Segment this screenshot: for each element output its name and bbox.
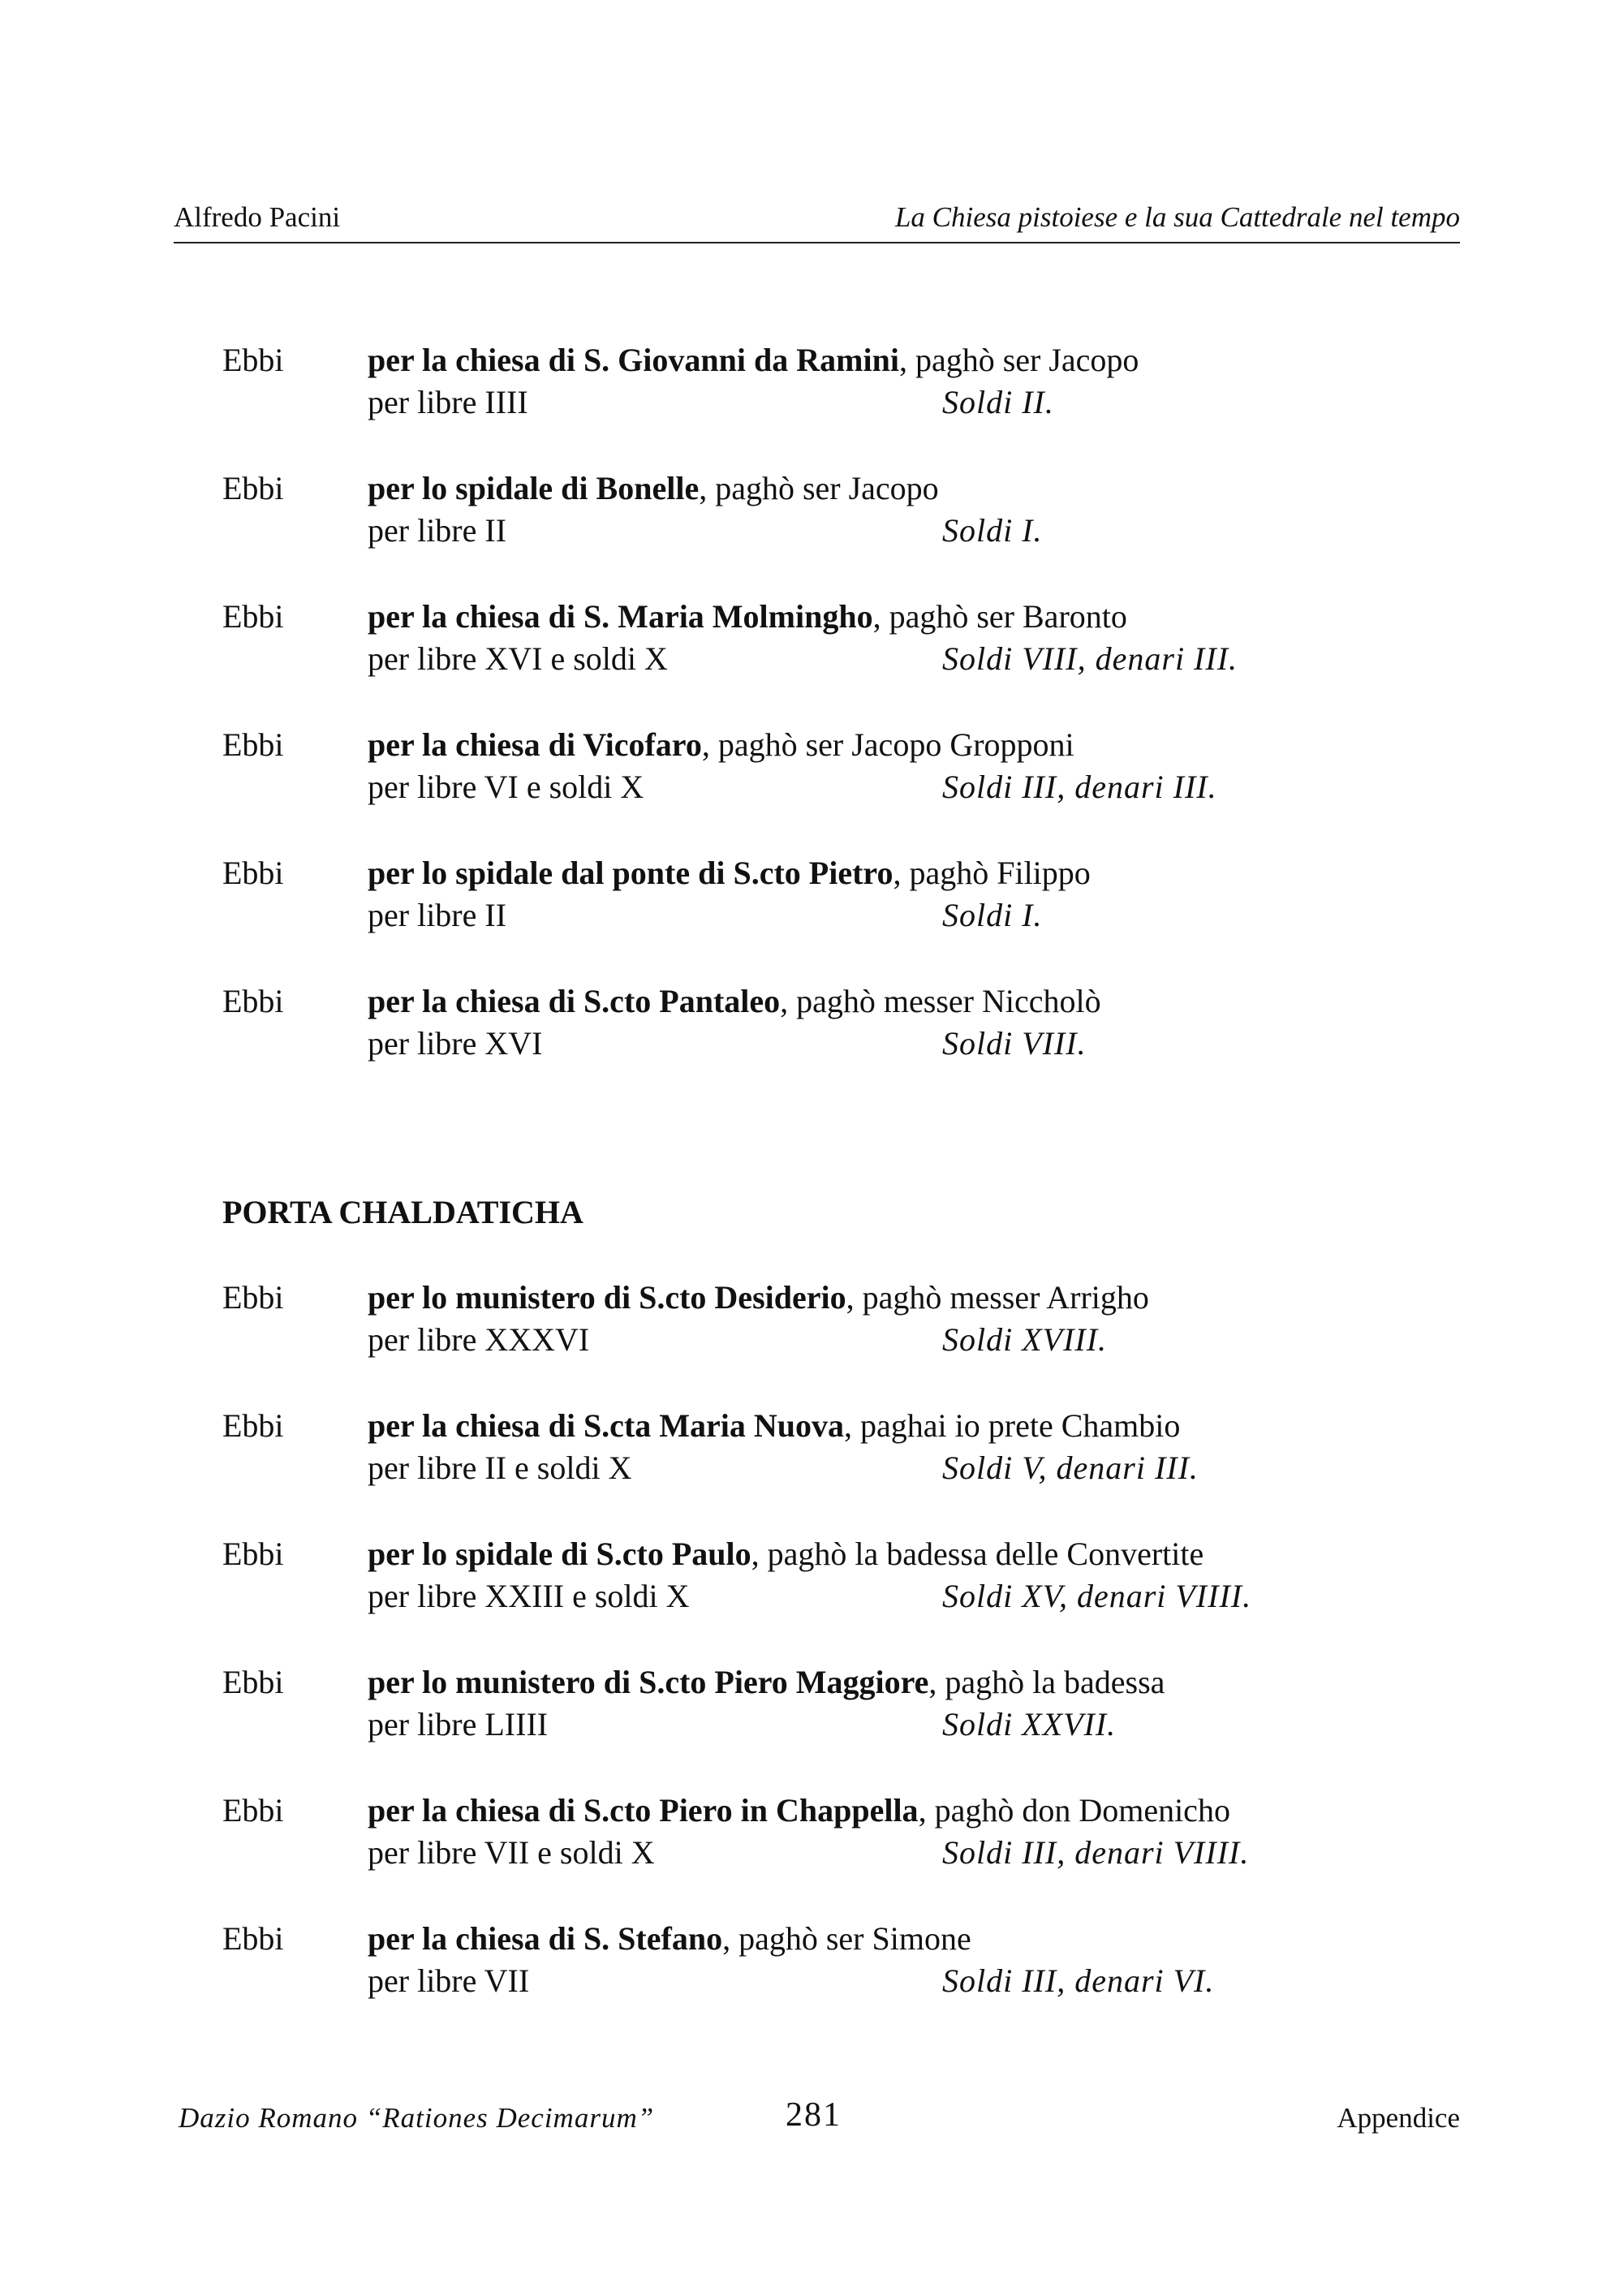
entry-label: Ebbi (222, 342, 284, 378)
entry-label: Ebbi (222, 1920, 284, 1957)
ledger-entry (222, 1790, 1488, 1918)
entry-label: Ebbi (222, 1407, 284, 1444)
entry-amount: Soldi I. (942, 512, 1043, 549)
entry-label: Ebbi (222, 855, 284, 891)
footer-section: Appendice (1337, 2102, 1460, 2134)
entry-amount: Soldi III, denari VI. (942, 1962, 1215, 1999)
entry-amount: Soldi III, denari III. (942, 769, 1217, 805)
entry-line-1 (368, 852, 1091, 894)
entry-amount: Soldi VIII, denari III. (942, 640, 1238, 677)
entry-line-1 (368, 467, 939, 510)
entry-label: Ebbi (222, 1664, 284, 1700)
entry-bold-text: per lo munistero di S.cto Piero Maggiore (368, 1664, 929, 1700)
entry-line-2: per libre XVI e soldi X (368, 640, 668, 677)
entry-rest-text: , paghò ser Jacopo (699, 470, 939, 506)
entry-rest-text: , paghò messer Arrigho (846, 1279, 1149, 1316)
entry-amount: Soldi II. (942, 384, 1054, 420)
entry-list-1 (222, 339, 1488, 1109)
entry-line-1 (368, 1661, 1165, 1704)
ledger-entry (222, 852, 1488, 980)
entry-line-2: per libre XXXVI (368, 1321, 590, 1358)
entry-rest-text: , paghò ser Baronto (872, 598, 1127, 635)
ledger-entry (222, 339, 1488, 467)
entry-bold-text: per la chiesa di S. Maria Molmingho (368, 598, 873, 635)
entry-line-2: per libre II (368, 512, 507, 549)
entry-line-1 (368, 1790, 1230, 1832)
ledger-entry (222, 1405, 1488, 1533)
ledger-entry (222, 980, 1488, 1109)
entry-bold-text: per la chiesa di S.cto Piero in Chappella (368, 1792, 919, 1829)
entry-line-2: per libre IIII (368, 384, 528, 420)
footer-series-title: Dazio Romano “Rationes Decimarum” (179, 2102, 655, 2134)
page-number: 281 (786, 2096, 842, 2134)
entry-rest-text: , paghò Filippo (893, 855, 1091, 891)
entry-label: Ebbi (222, 983, 284, 1019)
entry-bold-text: per lo munistero di S.cto Desiderio (368, 1279, 846, 1316)
ledger-entry (222, 1533, 1488, 1661)
entry-list-2 (222, 1277, 1488, 2046)
entry-line-1 (368, 724, 1074, 766)
entry-line-2: per libre II e soldi X (368, 1450, 632, 1486)
entry-bold-text: per la chiesa di S. Stefano (368, 1920, 723, 1957)
entry-line-2: per libre II (368, 897, 507, 933)
entry-label: Ebbi (222, 470, 284, 506)
entry-line-1 (368, 1277, 1149, 1319)
entry-amount: Soldi I. (942, 897, 1043, 933)
entry-line-1 (368, 1533, 1203, 1575)
entry-label: Ebbi (222, 598, 284, 635)
ledger-entry (222, 1918, 1488, 2046)
entry-line-2: per libre VII e soldi X (368, 1834, 655, 1871)
entry-line-1 (368, 1405, 1180, 1447)
entry-line-2: per libre VII (368, 1962, 530, 1999)
ledger-entry (222, 1661, 1488, 1790)
entry-line-2: per libre LIIII (368, 1706, 549, 1742)
ledger-entry (222, 467, 1488, 596)
ledger-entry (222, 1277, 1488, 1405)
ledger-entry (222, 596, 1488, 724)
entry-line-1 (368, 596, 1127, 638)
entry-rest-text: , paghò la badessa delle Convertite (751, 1536, 1204, 1572)
entry-label: Ebbi (222, 1792, 284, 1829)
entry-line-2: per libre XXIII e soldi X (368, 1578, 690, 1614)
header-author: Alfredo Pacini (174, 201, 341, 233)
section-title: PORTA CHALDATICHA (222, 1194, 583, 1230)
entry-amount: Soldi XV, denari VIIII. (942, 1578, 1252, 1614)
entry-amount: Soldi XXVII. (942, 1706, 1117, 1742)
entry-bold-text: per lo spidale di Bonelle (368, 470, 700, 506)
entry-rest-text: , paghò don Domenicho (918, 1792, 1230, 1829)
entry-rest-text: , paghò ser Jacopo (898, 342, 1139, 378)
entry-amount: Soldi XVIII. (942, 1321, 1108, 1358)
entry-amount: Soldi V, denari III. (942, 1450, 1199, 1486)
entry-rest-text: , paghai io prete Chambio (844, 1407, 1181, 1444)
entry-bold-text: per la chiesa di S.cta Maria Nuova (368, 1407, 845, 1444)
entry-amount: Soldi III, denari VIIII. (942, 1834, 1250, 1871)
ledger-entry (222, 724, 1488, 852)
entry-bold-text: per lo spidale dal ponte di S.cto Pietro (368, 855, 893, 891)
entry-line-2: per libre XVI (368, 1025, 543, 1062)
entry-rest-text: , paghò ser Simone (722, 1920, 971, 1957)
entry-line-1 (368, 980, 1101, 1023)
entry-bold-text: per la chiesa di S.cto Pantaleo (368, 983, 781, 1019)
entry-line-1 (368, 339, 1139, 381)
entry-bold-text: per la chiesa di Vicofaro (368, 726, 702, 763)
entry-rest-text: , paghò ser Jacopo Gropponi (701, 726, 1074, 763)
running-header (174, 201, 1460, 243)
entry-rest-text: , paghò la badessa (928, 1664, 1165, 1700)
entry-label: Ebbi (222, 726, 284, 763)
entry-label: Ebbi (222, 1536, 284, 1572)
entry-rest-text: , paghò messer Niccholò (780, 983, 1101, 1019)
entry-bold-text: per la chiesa di S. Giovanni da Ramini (368, 342, 899, 378)
entry-line-1 (368, 1918, 971, 1960)
entry-line-2: per libre VI e soldi X (368, 769, 644, 805)
entry-label: Ebbi (222, 1279, 284, 1316)
entry-bold-text: per lo spidale di S.cto Paulo (368, 1536, 751, 1572)
entry-amount: Soldi VIII. (942, 1025, 1087, 1062)
header-title: La Chiesa pistoiese e la sua Cattedrale nel tempo (894, 201, 1460, 233)
